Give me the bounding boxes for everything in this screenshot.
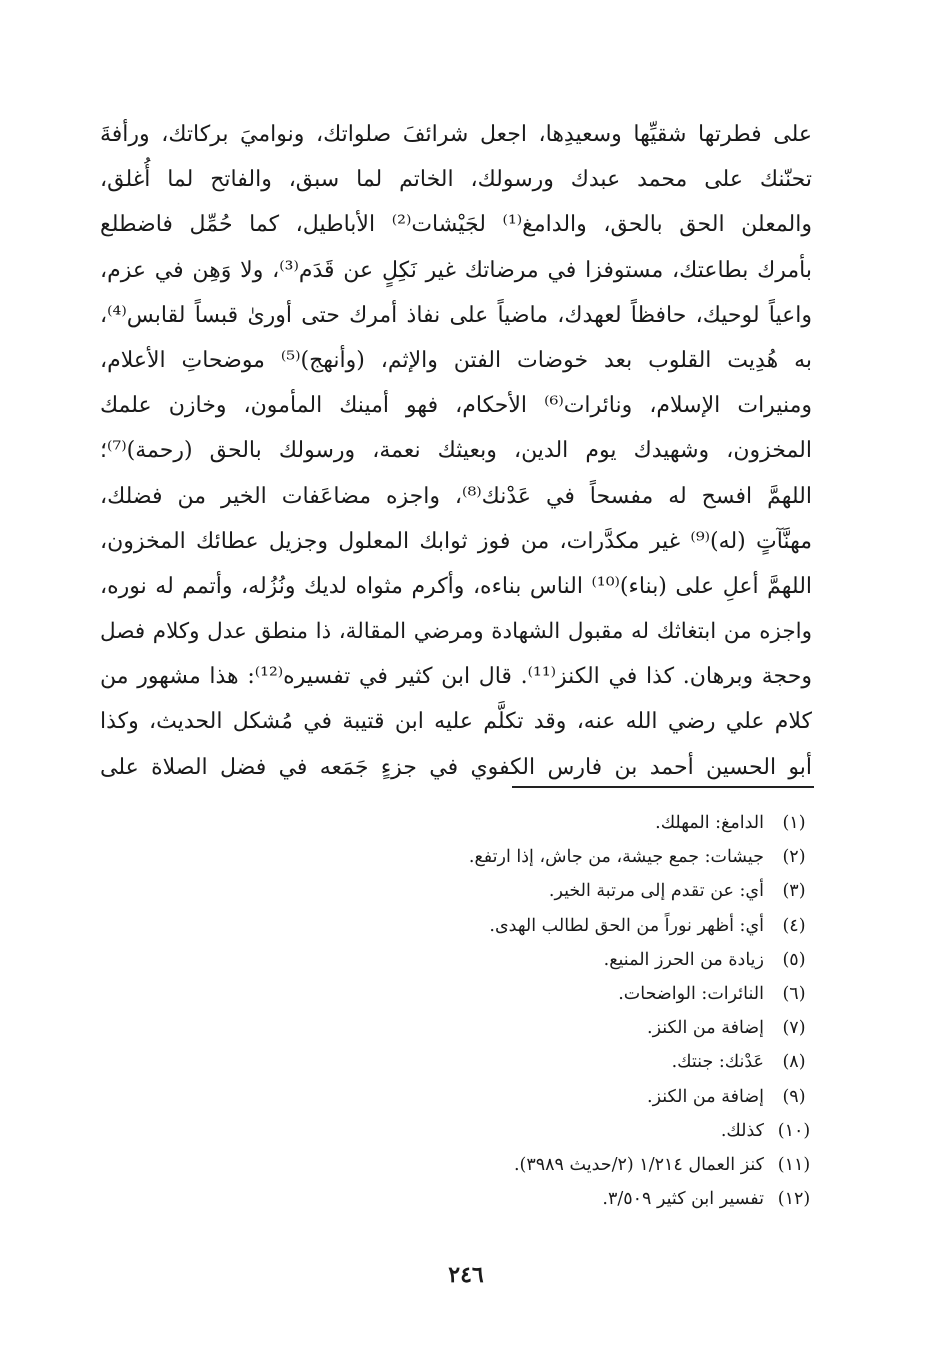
text-line: على فطرتها شقيِّها وسعيدِها، اجعل شرائفَ صلواتك، ونواميَ بركاتك، ورأفةَ [100, 122, 812, 147]
footnote-text: أي: أظهر نوراً من الحق لطالب الهدى. [489, 915, 764, 936]
footnote-number: (٤) [782, 915, 806, 936]
footnote-number: (٥) [782, 949, 806, 970]
footnote [100, 909, 816, 943]
footnotes [100, 806, 816, 1216]
footnote-number: (١٠) [777, 1120, 811, 1141]
text-line: مهنَّآتٍ (له)⁽⁹⁾ غير مكدَّرات، من فوز ثوابك المعلول وجزيل عطائك المخزون، [100, 528, 812, 554]
footnote-number: (٩) [782, 1086, 806, 1107]
footnote-number: (٦) [782, 983, 806, 1004]
footnote-text: إضافة من الكنز. [647, 1086, 764, 1107]
footnote-text: الدامغ: المهلك. [655, 813, 764, 833]
text-line: اللهمَّ افسح له مفسحاً في عَدْنك⁽⁸⁾، واجزه مضاعَفات الخير من فضلك، [100, 483, 812, 509]
footnote-text: كنز العمال ١/٢١٤ (٢/حديث ٣٩٨٩). [513, 1154, 764, 1175]
text-line: به هُدِيت القلوب بعد خوضات الفتن والإثم، (وأنهج)⁽⁵⁾ موضحاتِ الأعلام، [100, 347, 812, 373]
text-line: واجزه من ابتغاثك له مقبول الشهادة ومرضي المقالة، ذا منطق عدل وكلام فصل [100, 619, 812, 645]
page-number: ٢٤٦ [448, 1262, 484, 1288]
footnote-text: عَدْنك: جنتك. [671, 1052, 764, 1073]
footnote-number: (١٢) [777, 1189, 811, 1210]
footnote-text: النائرات: الواضحات. [618, 983, 764, 1004]
footnote [100, 1011, 816, 1045]
footnote [100, 1148, 816, 1182]
main-text [100, 112, 812, 790]
footnote-number: (٢) [782, 847, 806, 868]
footnote-text: زيادة من الحرز المنيع. [603, 949, 764, 970]
text-line: اللهمَّ أعلِ على (بناء)⁽¹⁰⁾ الناس بناءه، وأكرم مثواه لديك ونُزُله، وأتمم له نوره، [100, 573, 812, 599]
footnote-number: (٨) [782, 1052, 806, 1073]
footnote [100, 806, 816, 840]
footnote [100, 1114, 816, 1148]
footnote-text: كذلك. [720, 1120, 764, 1141]
footnote [100, 840, 816, 874]
footnote-number: (٣) [782, 881, 806, 902]
text-line: تحنّنك على محمد عبدك ورسولك، الخاتم لما سبق، والفاتح لما أُغلق، [100, 167, 812, 193]
text-line: المخزون، وشهيدك يوم الدين، وبعيثك نعمة، ورسولك بالحق (رحمة)⁽⁷⁾؛ [100, 438, 812, 464]
footnote-number: (٧) [782, 1018, 806, 1039]
text-line: واعياً لوحيك، حافظاً لعهدك، ماضياً على نفاذ أمرك حتى أورىٰ قبساً لقابس⁽⁴⁾، [100, 302, 812, 328]
footnote [100, 977, 816, 1011]
footnote [100, 1080, 816, 1114]
footnote-separator [512, 786, 814, 788]
text-line: وحجة وبرهان. كذا في الكنز⁽¹¹⁾. قال ابن كثير في تفسيره⁽¹²⁾: هذا مشهور من [100, 664, 812, 690]
text-line: أبو الحسين أحمد بن فارس الكفوي في جزءٍ جَمَعه في فضل الصلاة على [100, 754, 812, 780]
footnote-number: (١١) [777, 1154, 811, 1175]
text-line: بأمرك بطاعتك، مستوفزا في مرضاتك غير نَكِلٍ عن قَدَم⁽³⁾، ولا وَهِن في عزم، [100, 257, 812, 283]
footnote-text: أي: عن تقدم إلى مرتبة الخير. [548, 881, 764, 902]
footnote [100, 1182, 816, 1216]
footnote [100, 1045, 816, 1079]
footnote-text: جيشات: جمع جيشة، من جاش، إذا ارتفع. [468, 847, 764, 868]
footnote [100, 874, 816, 908]
footnote-number: (١) [782, 813, 806, 833]
text-line: كلام علي رضي الله عنه، وقد تكلَّم عليه ابن قتيبة في مُشكل الحديث، وكذا [100, 709, 812, 735]
text-line: ومنيرات الإسلام، ونائرات⁽⁶⁾ الأحكام، فهو أمينك المأمون، وخازن علمك [100, 393, 812, 419]
footnote [100, 943, 816, 977]
text-line: والمعلن الحق بالحق، والدامغ⁽¹⁾ لجَيْشات⁽²⁾ الأباطيل، كما حُمِّل فاضطلع [100, 212, 812, 238]
footnote-text: إضافة من الكنز. [647, 1018, 764, 1039]
footnote-text: تفسير ابن كثير ٣/٥٠٩. [602, 1189, 764, 1210]
